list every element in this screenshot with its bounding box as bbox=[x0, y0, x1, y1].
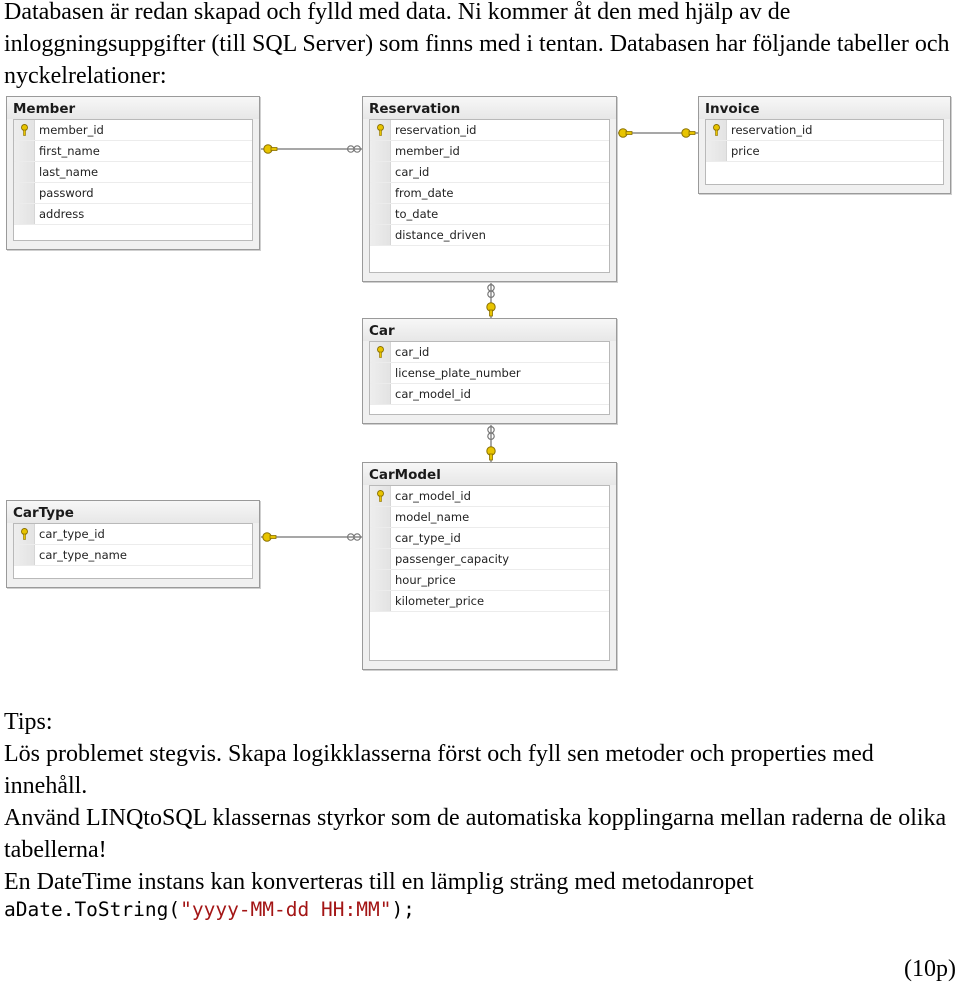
intro-paragraph: Databasen är redan skapad och fylld med data. Ni kommer åt den med hjälp av de inloggningsuppgifter (till SQL Server) som finns med i tentan. Databasen har följande tabeller och nyckelrelationer: bbox=[4, 0, 950, 89]
primary-key-icon bbox=[20, 528, 29, 540]
table-member bbox=[6, 96, 260, 250]
table-title: Member bbox=[7, 97, 259, 119]
field-name: reservation_id bbox=[731, 123, 813, 137]
field-row bbox=[706, 141, 943, 162]
relation-member-reservation bbox=[258, 145, 362, 153]
relation-carmodel-car bbox=[487, 423, 495, 462]
field-name: car_type_name bbox=[39, 548, 127, 562]
field-row bbox=[14, 183, 252, 204]
field-row bbox=[370, 204, 609, 225]
row-selector bbox=[370, 570, 391, 590]
row-selector bbox=[370, 528, 391, 548]
field-name: password bbox=[39, 186, 94, 200]
field-row bbox=[14, 524, 252, 545]
row-selector bbox=[370, 591, 391, 611]
table-body bbox=[13, 523, 253, 579]
table-car bbox=[362, 318, 617, 424]
field-row bbox=[370, 183, 609, 204]
table-cartype bbox=[6, 500, 260, 588]
table-body bbox=[13, 119, 253, 241]
field-row bbox=[370, 570, 609, 591]
table-body bbox=[369, 341, 610, 415]
row-selector bbox=[370, 183, 391, 203]
field-row bbox=[370, 225, 609, 246]
field-name: car_id bbox=[395, 345, 430, 359]
table-title: CarType bbox=[7, 501, 259, 523]
field-name: license_plate_number bbox=[395, 366, 521, 380]
primary-key-icon bbox=[376, 124, 385, 136]
field-name: member_id bbox=[39, 123, 104, 137]
field-row bbox=[706, 120, 943, 141]
tips-heading: Tips: bbox=[4, 709, 53, 735]
tips-line-2: Använd LINQtoSQL klassernas styrkor som de automatiska kopplingarna mellan raderna de olika tabellerna! bbox=[4, 805, 947, 863]
primary-key-icon bbox=[20, 124, 29, 136]
field-row bbox=[370, 549, 609, 570]
table-body bbox=[369, 485, 610, 661]
field-name: from_date bbox=[395, 186, 454, 200]
field-name: address bbox=[39, 207, 85, 221]
field-row bbox=[14, 162, 252, 183]
row-selector bbox=[14, 183, 35, 203]
field-name: car_type_id bbox=[395, 531, 461, 545]
row-selector bbox=[370, 204, 391, 224]
relation-car-reservation bbox=[487, 281, 495, 318]
row-selector bbox=[706, 141, 727, 161]
field-name: car_id bbox=[395, 165, 430, 179]
relation-reservation-invoice bbox=[616, 129, 698, 137]
field-name: distance_driven bbox=[395, 228, 486, 242]
table-invoice bbox=[698, 96, 951, 194]
field-name: car_model_id bbox=[395, 387, 471, 401]
points-label: (10p) bbox=[904, 956, 956, 982]
table-title: Car bbox=[363, 319, 616, 341]
tips-line-3: En DateTime instans kan konverteras till en lämplig sträng med metodanropet bbox=[4, 869, 754, 895]
field-row bbox=[370, 591, 609, 612]
code-string: "yyyy-MM-dd HH:MM" bbox=[180, 898, 392, 921]
field-name: model_name bbox=[395, 510, 470, 524]
field-row bbox=[14, 141, 252, 162]
table-title: Reservation bbox=[363, 97, 616, 119]
field-row bbox=[370, 528, 609, 549]
row-selector bbox=[14, 141, 35, 161]
code-snippet bbox=[4, 898, 415, 922]
primary-key-icon bbox=[376, 346, 385, 358]
field-row bbox=[370, 120, 609, 141]
field-row bbox=[370, 507, 609, 528]
field-name: last_name bbox=[39, 165, 99, 179]
field-name: car_model_id bbox=[395, 489, 471, 503]
row-selector bbox=[14, 204, 35, 224]
field-row bbox=[370, 486, 609, 507]
tips-line-1: Lös problemet stegvis. Skapa logikklasserna först och fyll sen metoder och properties med innehåll. bbox=[4, 741, 874, 799]
field-name: to_date bbox=[395, 207, 439, 221]
field-row bbox=[14, 545, 252, 566]
primary-key-icon bbox=[712, 124, 721, 136]
code-suffix: ); bbox=[391, 898, 415, 921]
row-selector bbox=[370, 549, 391, 569]
field-name: passenger_capacity bbox=[395, 552, 510, 566]
row-selector bbox=[370, 507, 391, 527]
primary-key-icon bbox=[376, 490, 385, 502]
table-body bbox=[369, 119, 610, 273]
table-carmodel bbox=[362, 462, 617, 670]
field-row bbox=[370, 162, 609, 183]
field-name: price bbox=[731, 144, 760, 158]
row-selector bbox=[14, 162, 35, 182]
field-name: car_type_id bbox=[39, 527, 105, 541]
field-row bbox=[370, 141, 609, 162]
field-row bbox=[370, 342, 609, 363]
table-title: Invoice bbox=[699, 97, 950, 119]
field-name: member_id bbox=[395, 144, 460, 158]
table-reservation bbox=[362, 96, 617, 282]
row-selector bbox=[370, 225, 391, 245]
relation-cartype-carmodel bbox=[259, 533, 362, 541]
field-row bbox=[14, 120, 252, 141]
code-prefix: aDate.ToString( bbox=[4, 898, 181, 921]
field-name: first_name bbox=[39, 144, 100, 158]
field-name: kilometer_price bbox=[395, 594, 485, 608]
field-row bbox=[370, 384, 609, 405]
table-body bbox=[705, 119, 944, 185]
row-selector bbox=[370, 162, 391, 182]
field-name: reservation_id bbox=[395, 123, 477, 137]
field-name: hour_price bbox=[395, 573, 456, 587]
field-row bbox=[14, 204, 252, 225]
row-selector bbox=[370, 141, 391, 161]
field-row bbox=[370, 363, 609, 384]
row-selector bbox=[370, 384, 391, 404]
row-selector bbox=[14, 545, 35, 565]
table-title: CarModel bbox=[363, 463, 616, 485]
row-selector bbox=[370, 363, 391, 383]
